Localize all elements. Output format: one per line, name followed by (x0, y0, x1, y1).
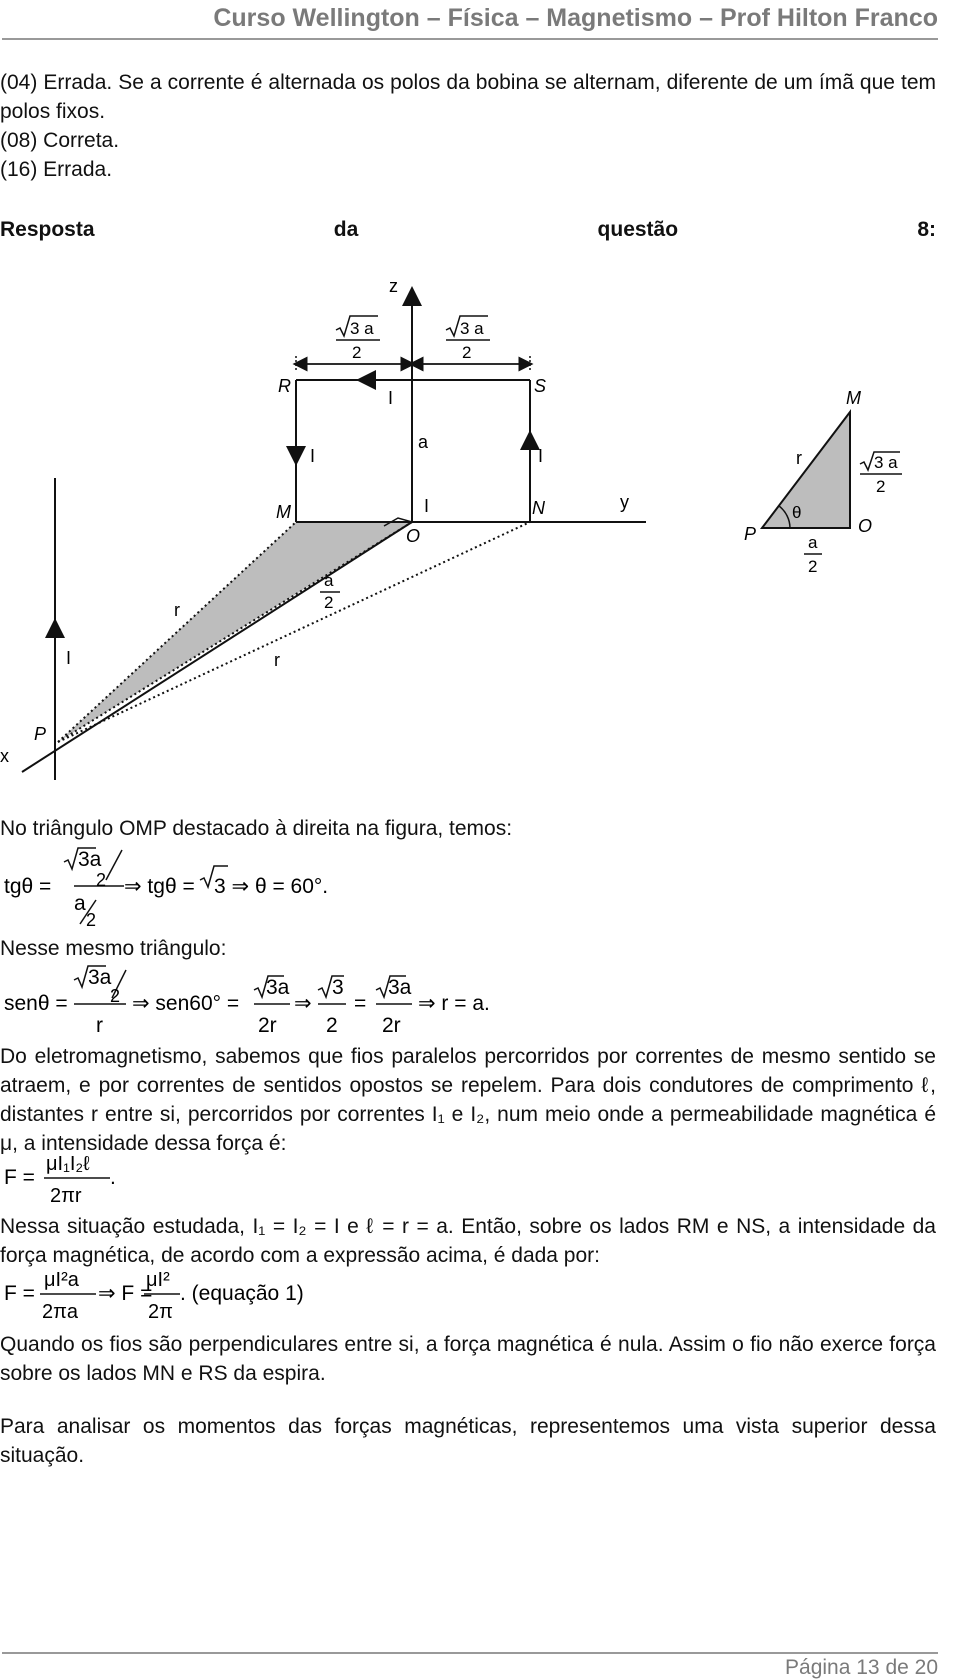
svg-text:2: 2 (86, 910, 97, 930)
same-triangle-intro: Nesse mesmo triângulo: (0, 937, 227, 960)
svg-text:⇒: ⇒ (294, 992, 312, 1015)
svg-text:3a: 3a (88, 966, 112, 989)
svg-text:2: 2 (808, 557, 818, 576)
svg-text:2: 2 (110, 986, 121, 1006)
svg-text:μI₁I₂ℓ: μI₁I₂ℓ (46, 1153, 90, 1175)
svg-text:.: . (110, 1166, 116, 1189)
svg-text:3a: 3a (78, 848, 102, 871)
svg-text:. (equação 1): . (equação 1) (180, 1282, 304, 1305)
page-header: Curso Wellington – Física – Magnetismo – Prof Hilton Franco (213, 4, 938, 32)
svg-text:μI²a: μI²a (44, 1269, 79, 1291)
svg-text:I: I (424, 496, 430, 516)
svg-text:I: I (538, 446, 544, 466)
svg-text:O: O (406, 526, 421, 546)
svg-text:a: a (74, 892, 86, 915)
svg-text:=: = (354, 992, 367, 1015)
svg-text:r: r (274, 650, 280, 670)
svg-text:2: 2 (876, 477, 886, 496)
svg-text:N: N (532, 498, 545, 518)
svg-text:a: a (324, 571, 334, 590)
svg-text:F =: F = (4, 1282, 35, 1305)
svg-text:r: r (796, 448, 802, 468)
svg-text:R: R (278, 376, 291, 396)
svg-text:I: I (388, 388, 394, 408)
svg-text:3: 3 (332, 976, 344, 999)
answer-04: (04) Errada. Se a corrente é alternada os polos da bobina se alternam, diferente de um ímã que tem polos fixos. (0, 71, 936, 123)
svg-text:θ: θ (792, 503, 802, 522)
footer-divider (2, 1652, 938, 1654)
answer-16: (16) Errada. (0, 158, 113, 181)
svg-text:M: M (276, 502, 291, 522)
svg-text:y: y (620, 492, 629, 512)
answer-08: (08) Correta. (0, 129, 120, 152)
header-divider (2, 38, 938, 40)
force-formula (0, 1150, 200, 1210)
analysis-paragraph: Para analisar os momentos das forças magnéticas, representemos uma vista superior dessa situação. (0, 1415, 936, 1467)
electromagnetism-paragraph: Do eletromagnetismo, sabemos que fios paralelos percorridos por correntes de mesmo sentido se atraem, e por correntes de sentidos opostos se repelem. Para dois condutores de comprimento ℓ, distantes r entre si, percorridos por correntes I₁ e I₂, num meio onde a permeabilidade magnética é μ, a intensidade dessa força é: (0, 1045, 936, 1155)
x-axis (22, 522, 412, 772)
svg-text:3 ⇒ θ = 60°.: 3 ⇒ θ = 60°. (214, 875, 329, 898)
triangle-omp (744, 388, 902, 576)
svg-text:3 a: 3 a (350, 319, 374, 338)
svg-text:M: M (846, 388, 861, 408)
svg-text:O: O (858, 516, 873, 536)
svg-text:r: r (96, 1014, 103, 1037)
svg-text:2πr: 2πr (50, 1185, 82, 1207)
svg-text:⇒ sen60° =: ⇒ sen60° = (132, 992, 240, 1015)
dim-label-left (336, 316, 380, 362)
dim-label-right (446, 316, 490, 362)
sen-equation (0, 962, 520, 1042)
svg-text:z: z (389, 276, 398, 296)
svg-text:x: x (0, 746, 9, 766)
svg-text:3 a: 3 a (874, 453, 898, 472)
svg-text:2r: 2r (382, 1014, 401, 1037)
perpendicular-paragraph: Quando os fios são perpendiculares entre si, a força magnética é nula. Assim o fio não exerce força sobre os lados MN e RS da espira. (0, 1333, 936, 1385)
svg-text:2π: 2π (148, 1301, 173, 1323)
svg-text:F =: F = (4, 1166, 35, 1189)
svg-text:a: a (808, 533, 818, 552)
svg-text:3 a: 3 a (460, 319, 484, 338)
svg-text:2: 2 (96, 870, 107, 890)
svg-text:r: r (174, 600, 180, 620)
svg-text:senθ =: senθ = (4, 992, 68, 1015)
svg-text:P: P (34, 724, 47, 744)
svg-text:2: 2 (462, 343, 472, 362)
svg-text:3a: 3a (266, 976, 290, 999)
svg-text:2πa: 2πa (42, 1301, 79, 1323)
tg-equation (0, 842, 460, 932)
svg-text:tgθ =: tgθ = (4, 875, 52, 898)
svg-text:⇒ r = a.: ⇒ r = a. (418, 992, 490, 1015)
svg-text:S: S (534, 376, 547, 396)
svg-text:2r: 2r (258, 1014, 277, 1037)
answer-heading: Resposta da questão 8: (0, 218, 936, 241)
svg-text:I: I (310, 446, 316, 466)
omp-intro: No triângulo OMP destacado à direita na figura, temos: (0, 817, 513, 840)
svg-text:a: a (418, 432, 429, 452)
svg-text:3a: 3a (388, 976, 412, 999)
svg-text:μI²: μI² (146, 1269, 170, 1291)
situation-paragraph: Nessa situação estudada, I₁ = I₂ = I e ℓ = r = a. Então, sobre os lados RM e NS, a intensidade da força magnética, de acordo com a expressão acima, é dada por: (0, 1215, 936, 1267)
loop-and-wire-figure (0, 270, 960, 810)
equation-1 (0, 1266, 420, 1330)
svg-text:⇒ F =: ⇒ F = (98, 1282, 153, 1305)
svg-text:2: 2 (326, 1014, 338, 1037)
svg-text:2: 2 (352, 343, 362, 362)
svg-text:P: P (744, 524, 757, 544)
svg-text:I: I (66, 648, 72, 668)
svg-text:⇒ tgθ =: ⇒ tgθ = (124, 875, 195, 898)
svg-text:2: 2 (324, 593, 334, 612)
page-number: Página 13 de 20 (785, 1656, 938, 1679)
